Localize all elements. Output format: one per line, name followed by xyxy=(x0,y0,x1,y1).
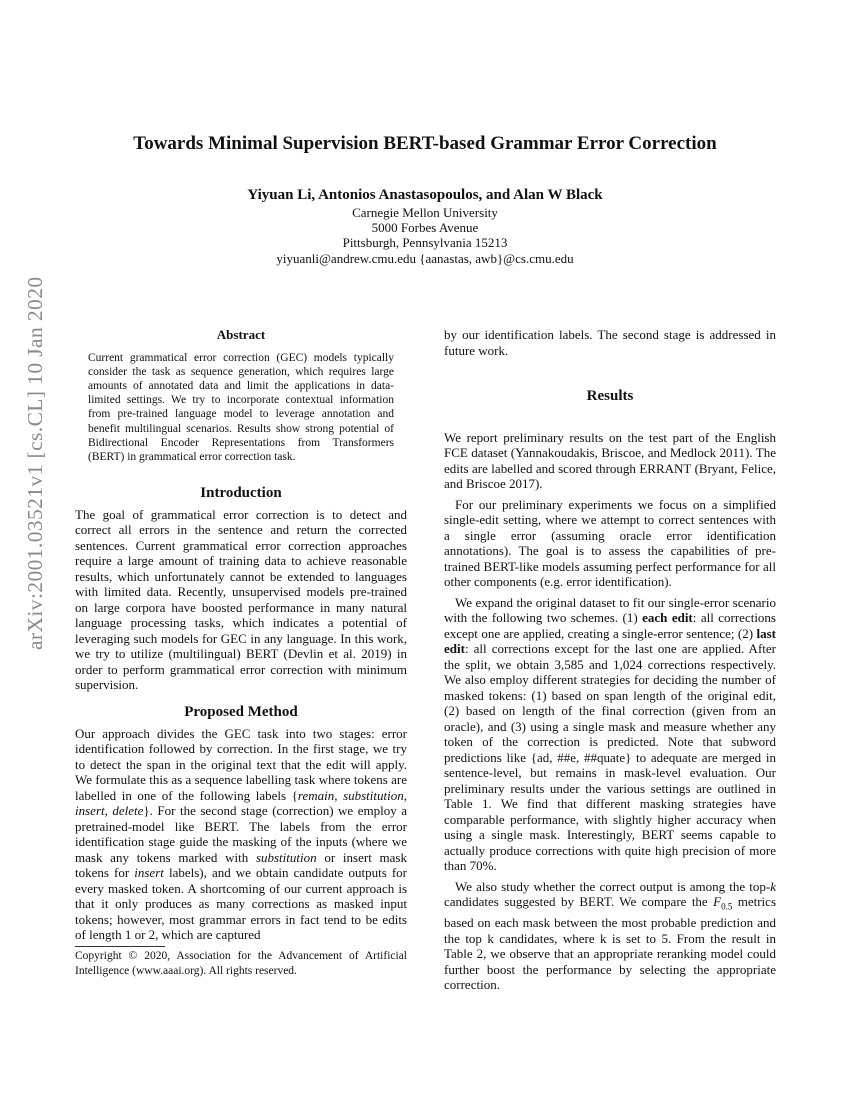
results-paragraph-3: We expand the original dataset to fit our single-error scenario with the following two schemes. (1) each edit: all corrections except one are applied, creating a single-error sentence; (2) last edit: all corrections except for the last one are applied. After the split, we obtain 3,585 and 1,024 corrections respectively. We also employ different strategies for deciding the number of masked tokens: (1) based on span length of the original edit, (2) based on length of the final correction (given from an oracle), and (3) using a single mask and measure whether any token of the correction is predicted. Note that subword predictions like {ad, ##e, ##quate} to adequate are merged in sentence-level, but remains in mask-level evaluation. Our preliminary results under the various settings are outlined in Table 1. We find that different masking strategies have comparable performance, with slightly higher accuracy when using a single mask. Interestingly, BERT seems capable to actually produce corrections with quite high precision of more than 70%. xyxy=(444,594,776,873)
introduction-heading: Introduction xyxy=(200,485,282,501)
results-paragraph-1: We report preliminary results on the test part of the English FCE dataset (Yannakoudakis, Briscoe, and Medlock 2011). The edits are labelled and scored through ERRANT (Bryant, Felice, and Briscoe 2017). xyxy=(444,429,776,491)
results-paragraph-2: For our preliminary experiments we focus on a simplified single-edit setting, where we attempt to correct sentences with a single error (assuming oracle error identification annotations). The goal is to assess the capabilities of pre-trained BERT-like models assuming perfect performance for all other components (e.g. error identification). xyxy=(444,496,776,589)
arxiv-identifier: arXiv:2001.03521v1 [cs.CL] 10 Jan 2020 xyxy=(23,276,47,650)
method-continuation: by our identification labels. The second stage is addressed in future work. xyxy=(444,327,776,358)
results-section xyxy=(444,389,776,993)
copyright-footnote: Copyright © 2020, Association for the Advancement of Artificial Intelligence (www.aaai.org). All rights reserved. xyxy=(75,950,407,977)
affiliation-institution: Carnegie Mellon University xyxy=(352,205,498,220)
introduction-text: The goal of grammatical error correction is to detect and correct all errors in the sentence and return the corrected sentences. Current grammatical error correction approaches require a large amount of training data to achieve reasonable results, which unfortunately cannot be extended to languages with limited data. Recently, unsupervised models pre-trained on large corpora have boosted performance in many natural language processing tasks, which indicates a potential of leveraging such models for GEC in any language. In this work, we try to utilize (multilingual) BERT (Devlin et al. 2019) in order to perform grammatical error correction with minimum supervision. xyxy=(75,506,407,692)
method-heading: Proposed Method xyxy=(184,704,298,720)
results-paragraph-4: We also study whether the correct output is among the top-k candidates suggested by BERT. We compare the $F_{0.5}$ metrics based on each mask between the most probable prediction and the top k candidates, where k is set to 5. From the result in Table 2, we observe that an appropriate reranking model could further boost the performance by selecting the appropriate correction. xyxy=(444,878,776,993)
method-section xyxy=(75,705,407,943)
method-text: Our approach divides the GEC task into two stages: error identification followed by correction. In the first stage, we try to detect the span in the original text that the edit will apply. We formulate this as a sequence labelling task where tokens are labelled in one of the following labels {remain, substitution, insert, delete}. For the second stage (correction) we employ a pretrained-model like BERT. The labels from the error identification stage guide the masking of the inputs (where we mask any tokens marked with substitution or insert mask tokens for insert labels), and we obtain candidate outputs for every masked token. A shortcoming of our current approach is that it only produces as many corrections as masked input tokens; however, most grammar errors in fact tend to be edits of length 1 or 2, which are captured xyxy=(75,725,407,942)
affiliation-street: 5000 Forbes Avenue xyxy=(371,220,479,235)
affiliation-city: Pittsburgh, Pennsylvania 15213 xyxy=(342,235,508,250)
author-list: Yiyuan Li, Antonios Anastasopoulos, and Alan W Black xyxy=(247,187,603,203)
paper-title: Towards Minimal Supervision BERT-based Grammar Error Correction xyxy=(133,133,717,154)
abstract-text: Current grammatical error correction (GEC) models typically consider the task as sequence generation, which requires large amounts of annotated data and limit the applications in data-limited settings. We try to incorporate contextual information from pre-trained language model to leverage annotation and benefit multilingual scenarios. Results show strong potential of Bidirectional Encoder Representations from Transformers (BERT) in grammatical error correction task. xyxy=(88,351,394,463)
author-emails: yiyuanli@andrew.cmu.edu {aanastas, awb}@cs.cmu.edu xyxy=(276,251,574,266)
introduction-section xyxy=(75,486,407,693)
abstract-heading: Abstract xyxy=(216,327,266,342)
abstract-block xyxy=(88,327,394,464)
label-set: remain, substitution, insert, delete xyxy=(75,787,407,818)
footnote-rule xyxy=(75,946,165,947)
results-heading: Results xyxy=(586,388,634,404)
